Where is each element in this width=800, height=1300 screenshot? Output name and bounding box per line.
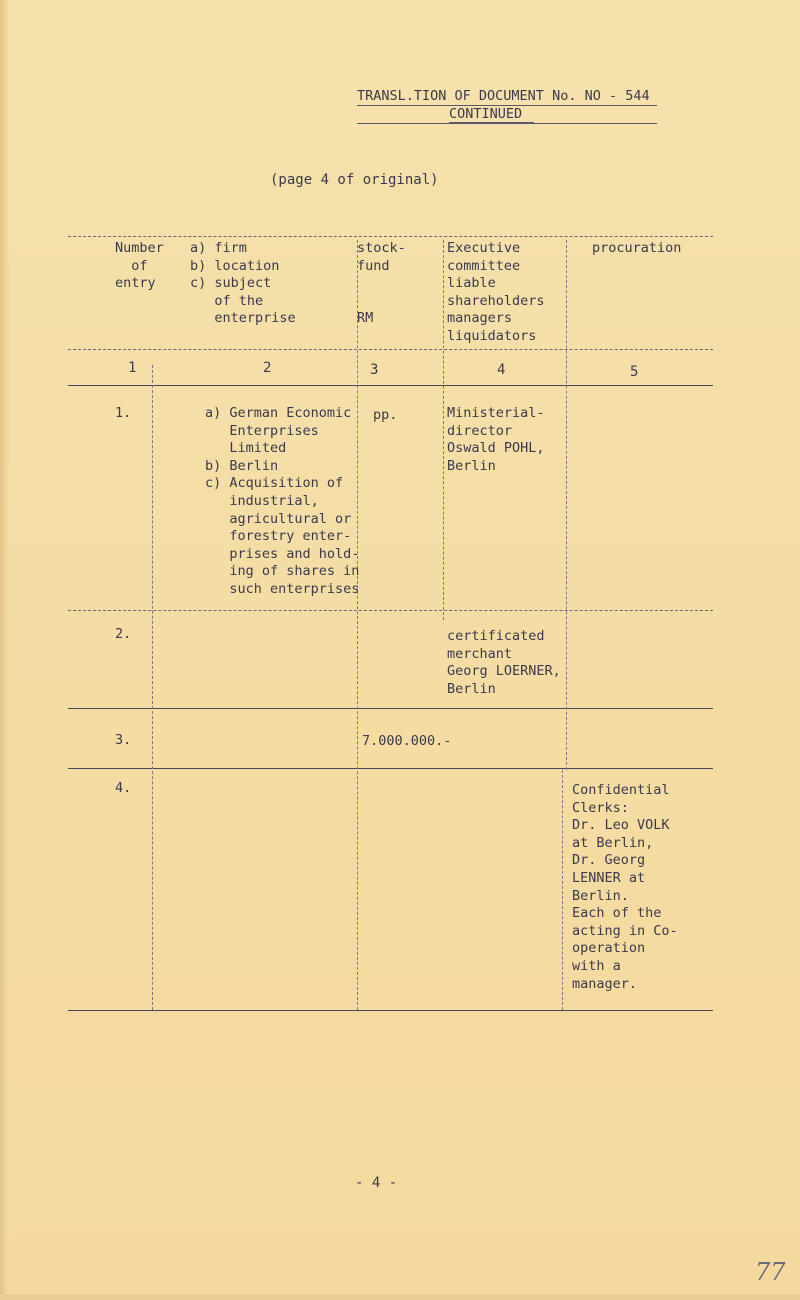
header-number-of-entry: Number of entry (115, 240, 164, 292)
header-title: TRANSL.TION OF DOCUMENT No. NO - 544 (357, 88, 657, 106)
row3-rule (68, 768, 713, 769)
header-executive-committee: Executive committee liable shareholders managers liquidators (447, 240, 545, 344)
header-rule (357, 123, 657, 124)
row1-rule (68, 610, 713, 611)
handwritten-page-number: 77 (755, 1258, 786, 1286)
row2-rule (68, 708, 713, 709)
row3-entry: 3. (115, 732, 132, 748)
col-divider-3a (443, 240, 444, 620)
header-subtitle: CONTINUED (449, 106, 534, 123)
table-top-rule (68, 236, 713, 237)
col-divider-1 (152, 365, 153, 1010)
column-number: 1 (128, 360, 137, 376)
row1-fund: pp. (373, 407, 398, 423)
row1-firm: a) German Economic Enterprises Limited b) Berlin c) Acquisition of industrial, agricultural or forestry enter- prises and hold- ing of shares in such enterprises (205, 405, 360, 597)
column-number: 4 (497, 362, 506, 378)
row1-committee: Ministerial- director Oswald POHL, Berlin (447, 405, 545, 474)
row3-fund: 7.000.000.- (362, 733, 452, 749)
document-header (357, 88, 657, 122)
page-number-footer: - 4 - (355, 1175, 398, 1191)
row4-procuration: Confidential Clerks: Dr. Leo VOLK at Berlin, Dr. Georg LENNER at Berlin. Each of the acting in Co- operation with a manager. (572, 782, 678, 992)
column-numbers-rule (68, 385, 713, 386)
col-divider-2 (357, 240, 358, 1010)
column-number: 3 (370, 362, 379, 378)
header-bottom-rule (68, 349, 713, 350)
header-firm: a) firm b) location c) subject of the enterprise (190, 240, 296, 327)
column-number: 2 (263, 360, 272, 376)
header-stock-fund: stock- fund RM (357, 240, 406, 327)
col-divider-4b (562, 770, 563, 1010)
row2-entry: 2. (115, 626, 132, 642)
row4-entry: 4. (115, 780, 132, 796)
header-procuration: procuration (592, 240, 682, 256)
page-reference: (page 4 of original) (270, 172, 439, 188)
page-edge-bottom (0, 1294, 800, 1300)
row1-entry: 1. (115, 405, 132, 421)
col-divider-4a (566, 240, 567, 770)
row2-committee: certificated merchant Georg LOERNER, Berlin (447, 628, 561, 697)
page-edge-left (0, 0, 9, 1300)
table-bottom-rule (68, 1010, 713, 1011)
column-number: 5 (630, 364, 639, 380)
